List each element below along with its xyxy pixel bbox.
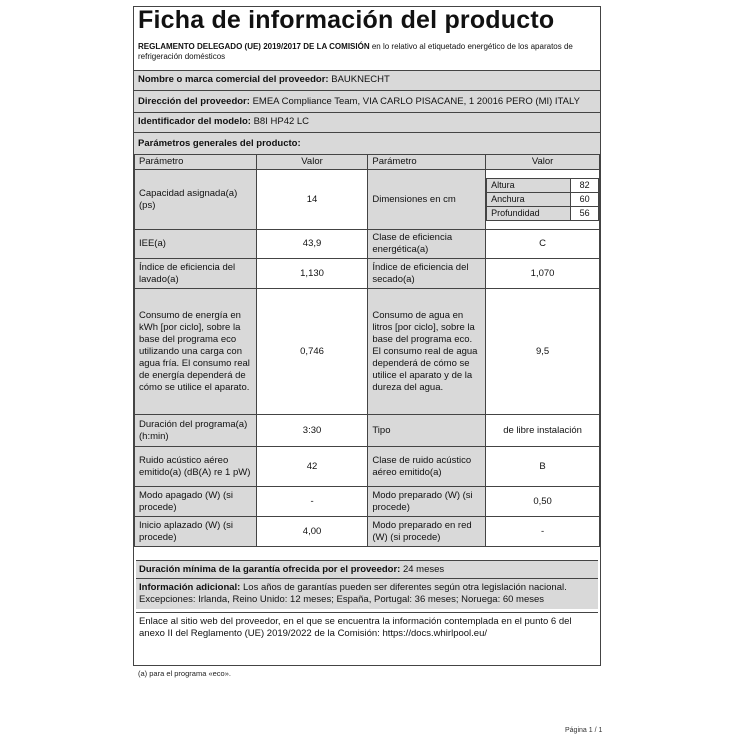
address-label: Dirección del proveedor: [138,96,250,107]
value-cell: 4,00 [256,517,368,547]
param-cell: Clase de eficiencia energética(a) [368,230,486,259]
address-row [134,90,600,112]
general-params-label: Parámetros generales del producto: [138,138,301,149]
footnote: (a) para el programa «eco». [138,669,231,678]
param-cell: Índice de eficiencia del lavado(a) [135,259,257,289]
warranty-value: 24 meses [402,564,445,575]
warranty-label: Duración mínima de la garantía ofrecida por el proveedor: [139,564,401,575]
table-row [135,415,600,447]
param-cell: Ruido acústico aéreo emitido(a) (dB(A) re 1 pW) [135,447,257,487]
param-cell: Capacidad asignada(a) (ps) [135,170,257,230]
param-cell: Consumo de energía en kWh [por ciclo], sobre la base del programa eco utilizando una carga con agua fría. El consumo real de energía dependerá de cómo se utilice el aparato. [135,289,257,415]
table-row [135,487,600,517]
weblink-row [136,612,598,643]
value-cell: 9,5 [486,289,600,415]
regulation-text [138,42,598,62]
model-value: B8I HP42 LC [253,116,310,127]
supplier-value: BAUKNECHT [331,74,390,85]
param-cell: IEE(a) [135,230,257,259]
model-row [134,112,600,132]
value-cell: de libre instalación [486,415,600,447]
dim-name: Anchura [487,193,571,207]
value-cell: 1,070 [486,259,600,289]
dim-value: 82 [571,179,599,193]
table-row [135,230,600,259]
value-cell: 1,130 [256,259,368,289]
supplier-row [134,70,600,90]
regulation-title: REGLAMENTO DELEGADO (UE) 2019/2017 DE LA COMISIÓN [138,42,370,51]
param-cell: Modo apagado (W) (si procede) [135,487,257,517]
param-cell: Tipo [368,415,486,447]
params-table [134,154,600,547]
param-cell: Índice de eficiencia del secado(a) [368,259,486,289]
dim-name: Profundidad [487,207,571,221]
table-row [135,170,600,230]
address-value: EMEA Compliance Team, VIA CARLO PISACANE, 1 20016 PERO (MI) ITALY [252,96,580,107]
header-value-2: Valor [486,155,600,170]
model-label: Identificador del modelo: [138,116,251,127]
dim-value: 56 [571,207,599,221]
general-params-row [134,132,600,154]
param-cell: Consumo de agua en litros [por ciclo], sobre la base del programa eco. El consumo real de agua dependerá de cómo se utilice el aparato y de la dureza del agua. [368,289,486,415]
value-cell: C [486,230,600,259]
param-cell: Inicio aplazado (W) (si procede) [135,517,257,547]
param-cell: Duración del programa(a) (h:min) [135,415,257,447]
value-cell: 43,9 [256,230,368,259]
table-header [135,155,600,170]
param-cell: Modo preparado (W) (si procede) [368,487,486,517]
dim-value: 60 [571,193,599,207]
value-cell: 0,50 [486,487,600,517]
supplier-label: Nombre o marca comercial del proveedor: [138,74,329,85]
value-cell: 14 [256,170,368,230]
weblink-text: Enlace al sitio web del proveedor, en el que se encuentra la información contemplada en el punto 6 del anexo II del Reglamento (UE) 2019/2022 de la Comisión: https://docs.whirlpool.eu/ [139,616,572,639]
param-cell: Modo preparado en red (W) (si procede) [368,517,486,547]
page-title: Ficha de información del producto [138,6,555,34]
page-number: Página 1 / 1 [565,727,603,734]
warranty-row [136,560,598,579]
value-cell: 42 [256,447,368,487]
header-param-2: Parámetro [368,155,486,170]
dimensions-cell [486,170,600,230]
header-param-1: Parámetro [135,155,257,170]
dim-name: Altura [487,179,571,193]
header-value-1: Valor [256,155,368,170]
dimensions-table [486,178,599,221]
value-cell: - [256,487,368,517]
table-row [135,447,600,487]
param-cell: Clase de ruido acústico aéreo emitido(a) [368,447,486,487]
table-row [135,289,600,415]
value-cell: 0,746 [256,289,368,415]
regulation-desc: en lo relativo al etiquetado energético de los aparatos de refrigeración domésticos [138,42,573,61]
additional-info-row [136,578,598,609]
table-row [135,259,600,289]
additional-info-label: Información adicional: [139,582,241,593]
value-cell: B [486,447,600,487]
additional-info-value: Los años de garantías pueden ser diferentes según otra legislación nacional. Excepciones: Irlanda, Reino Unido: 12 meses; España, Portugal: 36 meses; Noruega: 60 meses [139,582,567,605]
value-cell: 3:30 [256,415,368,447]
table-row [135,517,600,547]
param-cell: Dimensiones en cm [368,170,486,230]
value-cell: - [486,517,600,547]
